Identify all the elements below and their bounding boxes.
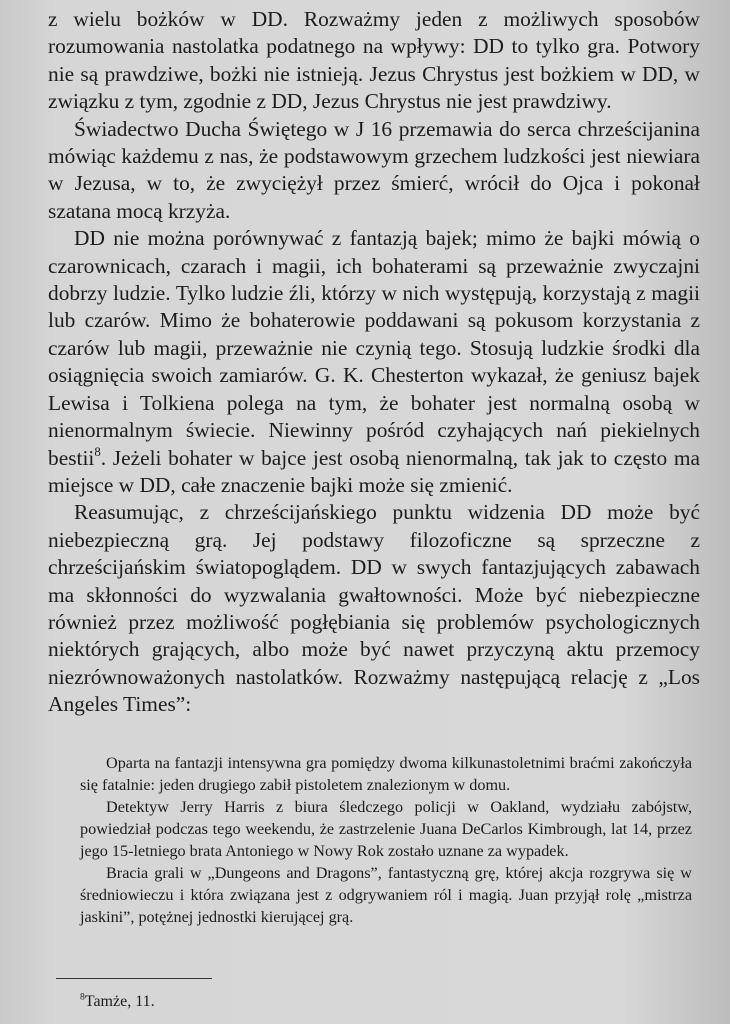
footnote: [80, 992, 155, 1012]
paragraph-3-text-a: DD nie można porównywać z fantazją bajek; mimo że bajki mówią o czarownicach, czarach i magii, ich bohaterami są przeważnie zwyczajni dobrzy ludzie. Tylko ludzie źli, którzy w nich występują, korzystają z magii lub czarów. Mimo że bohaterowie poddawani są pokusom korzystania z czarów lub magii, przeważnie nie czynią tego. Stosują ludzkie środki dla osiągnięcia swoich zamiarów. G. K. Chesterton wykazał, że geniusz bajek Lewisa i Tolkiena polega na tym, że bohater jest normalną osobą w nienormalnym świecie. Niewinny pośród czyhających nań piekielnych bestii: [48, 226, 700, 470]
paragraph-2: Świadectwo Ducha Świętego w J 16 przemawia do serca chrześcijanina mówiąc każdemu z nas, że podstawowym grzechem ludzkości jest niewiara w Jezusa, w to, że zwyciężył przez śmierć, wrócił do Ojca i pokonał szatana mocą krzyża.: [48, 116, 700, 223]
paragraph-1: z wielu bożków w DD. Rozważmy jeden z możliwych sposobów rozumowania nastolatka podatnego na wpływy: DD to tylko gra. Potwory nie są prawdziwe, bożki nie istnieją. Jezus Chrystus jest bożkiem w DD, w związku z tym, zgodnie z DD, Jezus Chrystus nie jest prawdziwy.: [48, 7, 700, 114]
footnote-marker: 8: [80, 991, 85, 1003]
paragraph-3-text-b: . Jeżeli bohater w bajce jest osobą nienormalną, tak jak to często ma miejsce w DD, całe znaczenie bajki może się zmienić.: [48, 445, 700, 497]
footnote-separator: [56, 978, 212, 979]
quote-paragraph-1: Oparta na fantazji intensywna gra pomiędzy dwoma kilkunastoletnimi braćmi zakończyła się fatalnie: jeden drugiego zabił pistoletem znalezionym w domu.: [80, 754, 692, 794]
block-quote: [80, 752, 692, 928]
footnote-reference: 8: [94, 444, 101, 459]
paragraph-4: Reasumując, z chrześcijańskiego punktu widzenia DD może być niebezpieczną grą. Jej podstawy filozoficzne są sprzeczne z chrześcijańskim światopoglądem. DD w swych fantazjujących zabawach ma skłonności do wyzwalania gwałtowności. Może być niebezpieczne również przez możliwość pogłębiania się problemów psychologicznych niektórych grających, albo może być nawet przyczyną aktu przemocy niezrównoważonych nastolatków. Rozważmy następującą relację z „Los Angeles Times”:: [48, 500, 700, 717]
quote-paragraph-3: Bracia grali w „Dungeons and Dragons”, fantastyczną grę, której akcja rozgrywa się w średniowieczu i która związana jest z odgrywaniem ról i magią. Juan przyjął rolę „mistrza jaskini”, potężnej jednostki kierującej grą.: [80, 864, 692, 926]
body-text: [48, 6, 700, 719]
footnote-text: Tamże, 11.: [84, 993, 155, 1010]
paragraph-3: [48, 225, 700, 499]
quote-paragraph-2: Detektyw Jerry Harris z biura śledczego policji w Oakland, wydziału zabójstw, powiedział podczas tego weekendu, że zastrzelenie Juana DeCarlos Kimbrough, lat 14, przez jego 15-letniego brata Antoniego w Nowy Rok zostało uznane za wypadek.: [80, 798, 692, 860]
